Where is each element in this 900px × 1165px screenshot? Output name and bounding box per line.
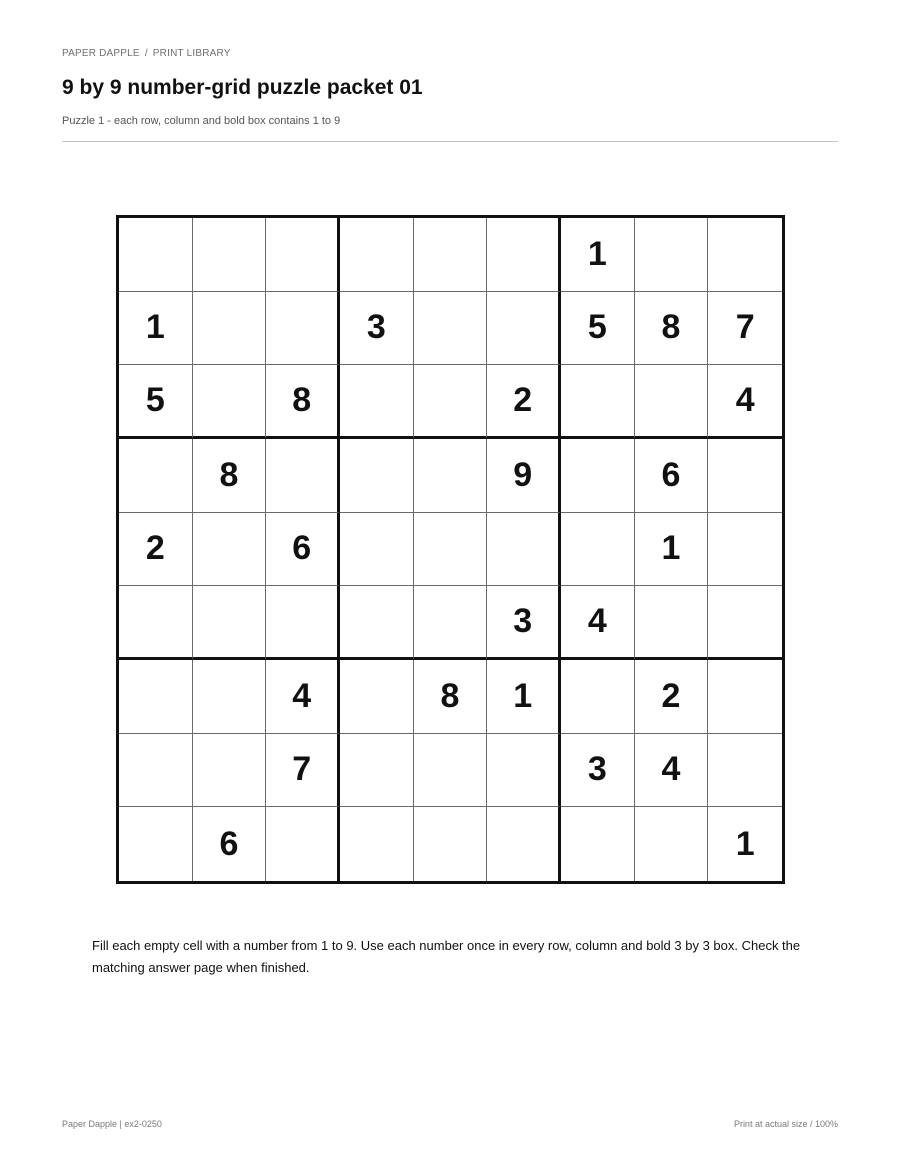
given-number-cell: 9 [487, 439, 561, 513]
empty-cell [487, 218, 561, 292]
empty-cell [635, 365, 709, 439]
empty-cell [561, 513, 635, 587]
empty-cell [193, 734, 267, 808]
given-number-cell: 8 [414, 660, 488, 734]
empty-cell [414, 439, 488, 513]
empty-cell [414, 218, 488, 292]
empty-cell [340, 734, 414, 808]
given-number-cell: 1 [735, 824, 755, 863]
empty-cell [708, 660, 782, 734]
sudoku-grid [116, 215, 785, 884]
empty-cell [708, 586, 782, 660]
given-number-cell: 7 [708, 292, 782, 366]
empty-cell [340, 807, 414, 881]
empty-cell [119, 439, 193, 513]
empty-cell [635, 218, 709, 292]
footer-print-note: Print at actual size / 100% [733, 1119, 838, 1129]
empty-cell [635, 586, 709, 660]
empty-cell [119, 660, 193, 734]
empty-cell [414, 365, 488, 439]
empty-cell [487, 292, 561, 366]
empty-cell [487, 807, 561, 881]
empty-cell [340, 586, 414, 660]
empty-cell [119, 586, 193, 660]
given-number-cell: 7 [266, 734, 340, 808]
given-number-cell: 4 [266, 660, 340, 734]
empty-cell [340, 513, 414, 587]
empty-cell [193, 660, 267, 734]
empty-cell [340, 660, 414, 734]
breadcrumb [62, 48, 231, 59]
given-number-cell: 1 [635, 513, 709, 587]
empty-cell [193, 218, 267, 292]
empty-cell [561, 365, 635, 439]
breadcrumb-item-publisher: PAPER DAPPLE [62, 48, 140, 59]
given-number-cell: 4 [708, 365, 782, 439]
given-number-cell: 5 [119, 365, 193, 439]
empty-cell [193, 586, 267, 660]
given-number-cell: 3 [487, 586, 561, 660]
given-number-cell: 8 [193, 439, 267, 513]
empty-cell [266, 439, 340, 513]
given-number-cell: 5 [561, 292, 635, 366]
empty-cell [266, 586, 340, 660]
empty-cell [119, 734, 193, 808]
empty-cell [340, 365, 414, 439]
empty-cell [561, 807, 635, 881]
given-number-cell: 8 [635, 292, 709, 366]
empty-cell [708, 439, 782, 513]
given-number-cell: 4 [635, 734, 709, 808]
given-number-cell: 1 [561, 218, 635, 292]
given-number-cell: 8 [266, 365, 340, 439]
empty-cell [340, 218, 414, 292]
empty-cell [561, 439, 635, 513]
given-number-cell: 1 [487, 660, 561, 734]
empty-cell [708, 513, 782, 587]
given-number-cell: 2 [487, 365, 561, 439]
empty-cell [193, 513, 267, 587]
empty-cell [414, 513, 488, 587]
header-divider [62, 141, 838, 142]
footer-source: Paper Dapple | ex2-0250 [62, 1119, 162, 1129]
given-number-cell: 2 [635, 660, 709, 734]
empty-cell [635, 807, 709, 881]
empty-cell [119, 807, 193, 881]
empty-cell [266, 218, 340, 292]
empty-cell [340, 439, 414, 513]
empty-cell [414, 292, 488, 366]
empty-cell [487, 513, 561, 587]
page-title: 9 by 9 number-grid puzzle packet 01 [62, 76, 423, 99]
given-number-cell: 3 [561, 734, 635, 808]
empty-cell [561, 660, 635, 734]
given-number-cell: 3 [340, 292, 414, 366]
empty-cell [266, 292, 340, 366]
given-number-cell: 6 [266, 513, 340, 587]
empty-cell [487, 734, 561, 808]
breadcrumb-item-library: PRINT LIBRARY [152, 48, 231, 59]
breadcrumb-separator: / [144, 48, 148, 59]
empty-cell [119, 218, 193, 292]
empty-cell [414, 734, 488, 808]
puzzle-subtitle: Puzzle 1 - each row, column and bold box contains 1 to 9 [62, 115, 341, 127]
given-number-cell: 2 [119, 513, 193, 587]
given-number-cell: 4 [561, 586, 635, 660]
empty-cell [193, 292, 267, 366]
empty-cell [193, 365, 267, 439]
given-number-cell: 6 [193, 807, 267, 881]
empty-cell [708, 218, 782, 292]
empty-cell [414, 586, 488, 660]
empty-cell [708, 734, 782, 808]
given-number-cell: 6 [635, 439, 709, 513]
given-number-cell: 1 [119, 292, 193, 366]
instructions-text: Fill each empty cell with a number from 1 to 9. Use each number once in every row, column and bold 3 by 3 box. Check the matching answer page when finished. [92, 938, 801, 975]
empty-cell [414, 807, 488, 881]
empty-cell [266, 807, 340, 881]
